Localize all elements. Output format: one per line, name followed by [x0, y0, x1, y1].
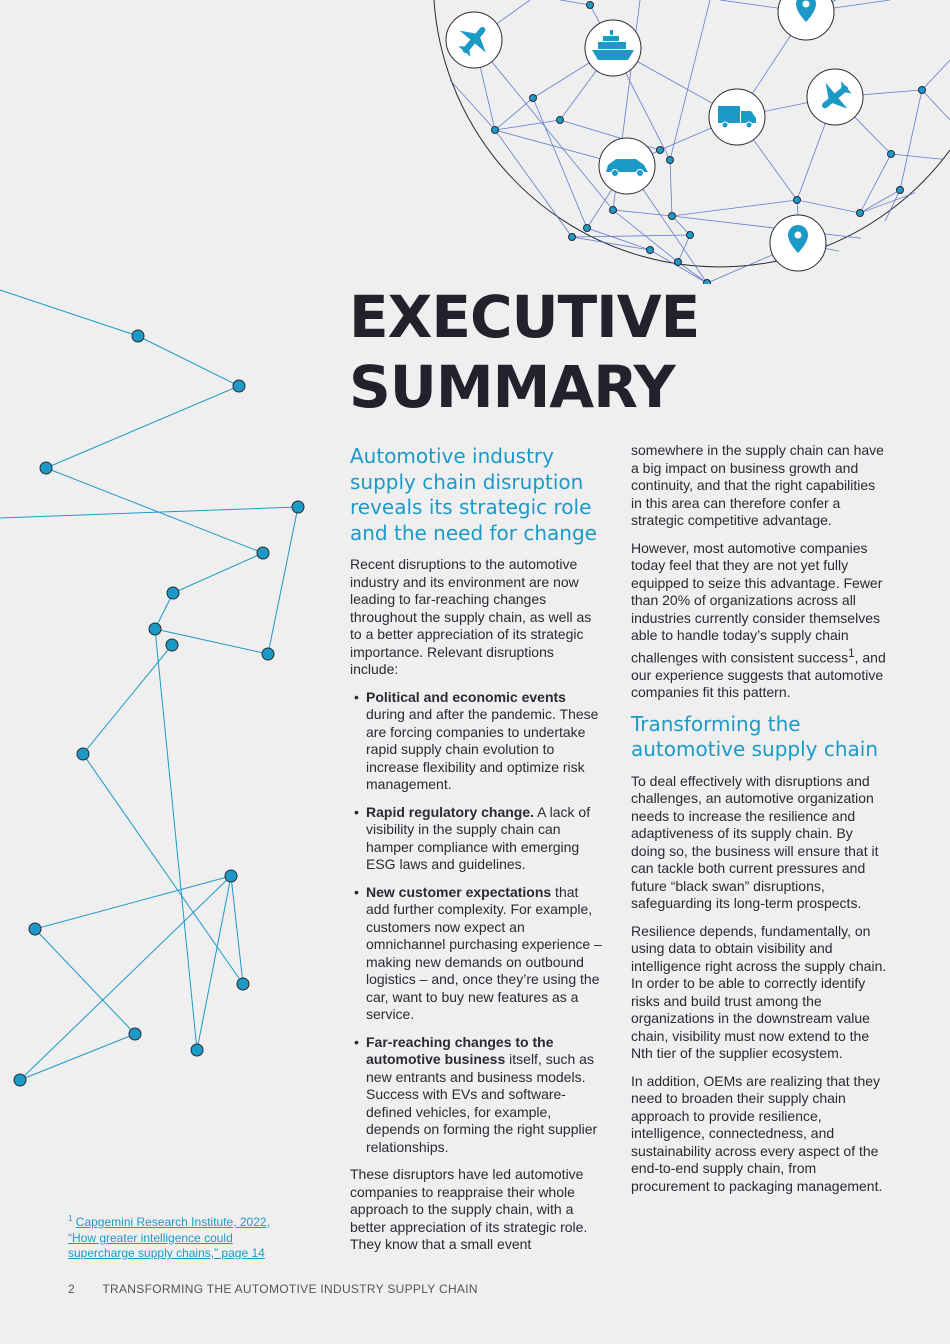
- title-line-1: EXECUTIVE: [349, 283, 700, 351]
- closing-paragraph: These disruptors have led automotive companies to reappraise their whole approach to the supply chain, with a better appreciation of its strategic role. They know that a small event: [350, 1166, 588, 1252]
- title-line-2: SUMMARY: [349, 353, 675, 421]
- location-pin-icon: [770, 215, 826, 271]
- left-network: [0, 290, 304, 1086]
- footnote-link[interactable]: Capgemini Research Institute, 2022, “How greater intelligence could supercharge supply chains,” page 14: [68, 1215, 270, 1260]
- section-heading-transforming: Transforming the automotive supply chain: [631, 711, 879, 762]
- list-item: • Far-reaching changes to the automotive business itself, such as new entrants and business models. Success with EVs and software-defined vehicles, for example, depends on forming the right supplier relationships.: [350, 1034, 605, 1157]
- right-column: [631, 442, 887, 1205]
- intro-paragraph: Recent disruptions to the automotive industry and its environment are now leading to far-reaching changes throughout the supply chain, as well as to a better appreciation of its strategic importance. Relevant disruptions include:: [350, 556, 592, 677]
- list-item: • Political and economic events during and after the pandemic. These are forcing companies to undertake rapid supply chain evolution to increase flexibility and optimize risk management.: [350, 689, 605, 794]
- airplane-icon: [446, 12, 502, 68]
- globe-network: [434, 0, 950, 287]
- list-item: • Rapid regulatory change. A lack of visibility in the supply chain can hamper compliance with emerging ESG laws and guidelines.: [350, 804, 605, 874]
- car-icon: [599, 138, 655, 194]
- paragraph: In addition, OEMs are realizing that they need to broaden their supply chain approach to provide resilience, intelligence, connectedness, and sustainability across every aspect of the end-to-end supply chain, from procurement to packaging management.: [631, 1072, 883, 1194]
- footer-label: TRANSFORMING THE AUTOMOTIVE INDUSTRY SUPPLY CHAIN: [102, 1282, 478, 1296]
- paragraph: somewhere in the supply chain can have a big impact on business growth and continuity, and that the right capabilities in this area can therefore confer a strategic competitive advantage.: [631, 442, 884, 528]
- list-item: • New customer expectations that add further complexity. For example, customers now expect an omnichannel purchasing experience – making new demands on outbound logistics – and, once they’re using the car, want to buy new features as a service.: [350, 884, 605, 1024]
- page-title: [349, 282, 699, 422]
- paragraph: Resilience depends, fundamentally, on using data to obtain visibility and intelligence right across the supply chain. In order to be able to correctly identify risks and build trust among the organizations in the downstream value chain, visibility must now extend to the Nth tier of the supplier ecosystem.: [631, 922, 887, 1062]
- section-heading-disruption: Automotive industry supply chain disruption reveals its strategic role and the need for change: [350, 444, 597, 545]
- footnote-reference[interactable]: 1: [848, 646, 855, 660]
- footnote: [68, 1211, 298, 1262]
- location-pin-icon: [778, 0, 834, 40]
- ship-icon: [585, 20, 641, 76]
- left-column: [350, 444, 605, 1264]
- paragraph: To deal effectively with disruptions and challenges, an automotive organization needs to increase the resilience and adaptiveness of its supply chain. By doing so, the business will ensure that it can tackle both current pressures and future “black swan” disruptions, safeguarding its long-term prospects.: [631, 772, 879, 912]
- airplane-icon: [807, 69, 863, 125]
- page-number: 2: [68, 1282, 75, 1296]
- truck-icon: [709, 89, 765, 145]
- paragraph: However, most automotive companies today feel that they are not yet fully equipped to seize this advantage. Fewer than 20% of organizations across all industries currently consider themselves able to handle today’s supply chain challenges with consistent success$^1$, and our experience suggests that automotive companies fit this pattern.: [631, 539, 886, 701]
- page-footer: [68, 1282, 478, 1296]
- disruptions-list: [350, 689, 605, 1157]
- footnote-mark: 1: [68, 1214, 73, 1223]
